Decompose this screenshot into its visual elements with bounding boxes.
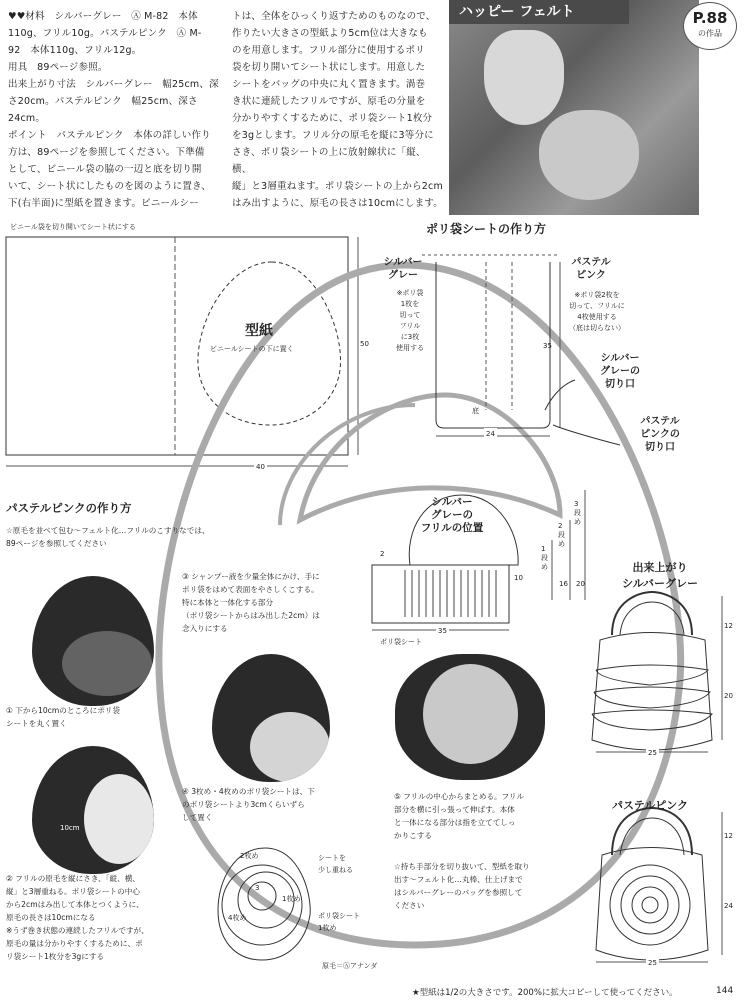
intro-line: 方は、89ページを参照してください。下準備 xyxy=(8,147,205,158)
poly-sheet-label: ポリ袋シート 1枚め xyxy=(318,912,360,932)
frill-stage1: 1 段 め xyxy=(541,545,548,571)
frill-d35: 35 xyxy=(438,627,447,635)
step4-text: ④ 3枚め・4枚めのポリ袋シートは、下 のポリ袋シートより3cmくらいずら して置く xyxy=(182,787,315,822)
footer-note: ★型紙は1/2の大きさです。200%に拡大コピーして使ってください。 xyxy=(412,988,678,998)
pastel-cut: パステル ピンクの 切り口 xyxy=(640,416,680,453)
pattern-title: 型紙 xyxy=(245,323,273,339)
intro-line: はみ出すように、原毛の長さは10cmにします。 xyxy=(232,198,443,209)
silver-note: ※ポリ袋 1枚を 切って フリル に3枚 使用する xyxy=(396,289,424,352)
silver-label: シルバー グレー xyxy=(383,257,423,281)
intro-line: さ20cm。パステルピンク 幅25cm、深さ24cm。 xyxy=(8,96,198,124)
silver-cut: シルバー グレーの 切り口 xyxy=(600,353,640,390)
step3-text: ③ シャンプー液を少量全体にかけ、手に ポリ袋をはめて表面をやさしくこする。 特に本体と一体化する部分 （ポリ袋シートからはみ出した2cm）は 念入りにする xyxy=(182,572,320,633)
finished-title: 出来上がり シルバーグレー xyxy=(622,561,698,590)
intro-line: さき、ポリ袋シートの上に放射線状に「縦、横、 xyxy=(232,147,426,175)
pastel-howto-title: パステルピンクの作り方 xyxy=(6,501,132,515)
pastel-note: ※ポリ袋2枚を 切って、フリルに 4枚使用する （底は切らない） xyxy=(569,291,625,332)
page-number: 144 xyxy=(716,986,734,996)
intro-line: 110g、フリル10g。パステルピンク Ⓐ M- xyxy=(8,28,202,39)
page-ref-sub: の作品 xyxy=(698,29,722,38)
layer-4: 4枚め xyxy=(228,914,247,922)
ten-cm-label: 10cm xyxy=(60,824,80,832)
intro-line: トは、全体をひっくり返すためのものなので、 xyxy=(232,11,436,22)
intro-line: いて、シート状にしたものを図のように置き、 xyxy=(8,181,212,192)
dim-24-poly: 24 xyxy=(486,430,495,438)
intro-line: 袋を切り開いてシート状にします。用意した xyxy=(232,62,426,73)
frill-sheet: ポリ袋シート xyxy=(380,638,422,646)
intro-line: を3gとします。フリル分の原毛を縦に3等分に xyxy=(232,130,434,141)
intro-line: ♥♥材料 シルバーグレー Ⓐ M-82 本体 xyxy=(8,11,198,22)
wool-note: 原毛＝Ⓐアナンダ xyxy=(322,962,378,970)
sheet-shift: シートを 少し重ねる xyxy=(318,854,353,874)
vinyl-sheet-note: ビニール袋を切り開いてシート状にする xyxy=(10,223,136,231)
step6-text: ☆持ち手部分を切り抜いて、型紙を取り 出す～フェルト化…丸棒、仕上げまで はシルバーグレーのバッグを参照して ください xyxy=(394,862,530,910)
intro-line: 用具 89ページ参照。 xyxy=(8,62,108,73)
intro-line: 作りたい大きさの型紙より5cm位は大きなも xyxy=(232,28,428,39)
step2-text: ② フリルの原毛を縦にさき、「縦、横、 縦」と3層重ねる。ポリ袋シートの中心 から2cmはみ出して本体とつくように、 原毛の長さは10cmになる ※うず巻き状態の連続したフリルですが、 原毛の量は分かりやすくするために、ポ リ袋シート1枚分を3gにする xyxy=(6,874,149,961)
frill-d20: 20 xyxy=(576,580,585,588)
intro-line: 出来上がり寸法 シルバーグレー 幅25cm、深 xyxy=(8,79,219,90)
frill-stage3: 3 段 め xyxy=(574,500,581,526)
pattern-sub: ビニールシートの下に置く xyxy=(210,345,294,353)
intro-line: として、ビニール袋の脇の一辺と底を切り開 xyxy=(8,164,202,175)
intro-line: 下(右半面)に型紙を置きます。ビニールシー xyxy=(8,198,199,209)
intro-line: 92 本体110g、フリル12g。 xyxy=(8,45,142,56)
section-title: ハッピー フェルト xyxy=(459,4,575,20)
intro-line: のを用意します。フリル部分に使用するポリ xyxy=(232,45,425,56)
pastel-howto-intro: ☆原毛を並べて包む～フェルト化…フリルのこすりなでは、 89ページを参照してください xyxy=(6,526,210,548)
page-ref: P.88 xyxy=(692,9,728,27)
fin-p12: 12 xyxy=(724,832,733,840)
fin-p24: 24 xyxy=(724,902,733,910)
frill-d10: 10 xyxy=(514,574,523,582)
frill-d16: 16 xyxy=(559,580,568,588)
frill-d2: 2 xyxy=(380,550,385,558)
fin-d12: 12 xyxy=(724,622,733,630)
intro-line: 分かりやすくするために、ポリ袋シート1枚分 xyxy=(232,113,433,124)
intro-line: シートをバッグの中央に丸く置きます。渦巻 xyxy=(232,79,426,90)
dim-35-poly: 35 xyxy=(543,342,552,350)
layer-2: 2枚め xyxy=(240,852,259,860)
intro-line: き状に連続したフリルですが、原毛の分量を xyxy=(232,96,426,107)
layer-3: 3 xyxy=(255,884,260,892)
step1-text: ① 下から10cmのところにポリ袋 シートを丸く置く xyxy=(6,706,120,728)
layer-1: 1枚め xyxy=(282,895,301,903)
fin-p25: 25 xyxy=(648,959,657,967)
intro-line: 縦」と3層重ねます。ポリ袋シートの上から2cm xyxy=(232,181,443,192)
step5-text: ⑤ フリルの中心からまとめる。フリル 部分を横に引っ張って伸ばす。本体 と一体になる部分は指を立ててしっ かりこする xyxy=(394,792,525,840)
dim-40: 40 xyxy=(256,463,265,471)
step5-photo xyxy=(395,654,545,780)
frill-title: シルバー グレーの フリルの位置 xyxy=(420,496,484,534)
pastel-finished-title: パステルピンク xyxy=(612,799,689,812)
frill-stage2: 2 段 め xyxy=(558,522,565,548)
bag-bottom: 底 xyxy=(472,407,479,415)
poly-title: ポリ袋シートの作り方 xyxy=(426,222,547,236)
intro-line: ポイント パステルピンク 本体の詳しい作り xyxy=(8,130,211,141)
dim-50: 50 xyxy=(360,340,369,348)
pastel-label: パステル ピンク xyxy=(571,257,611,281)
fin-d25: 25 xyxy=(648,749,657,757)
fin-d20: 20 xyxy=(724,692,733,700)
